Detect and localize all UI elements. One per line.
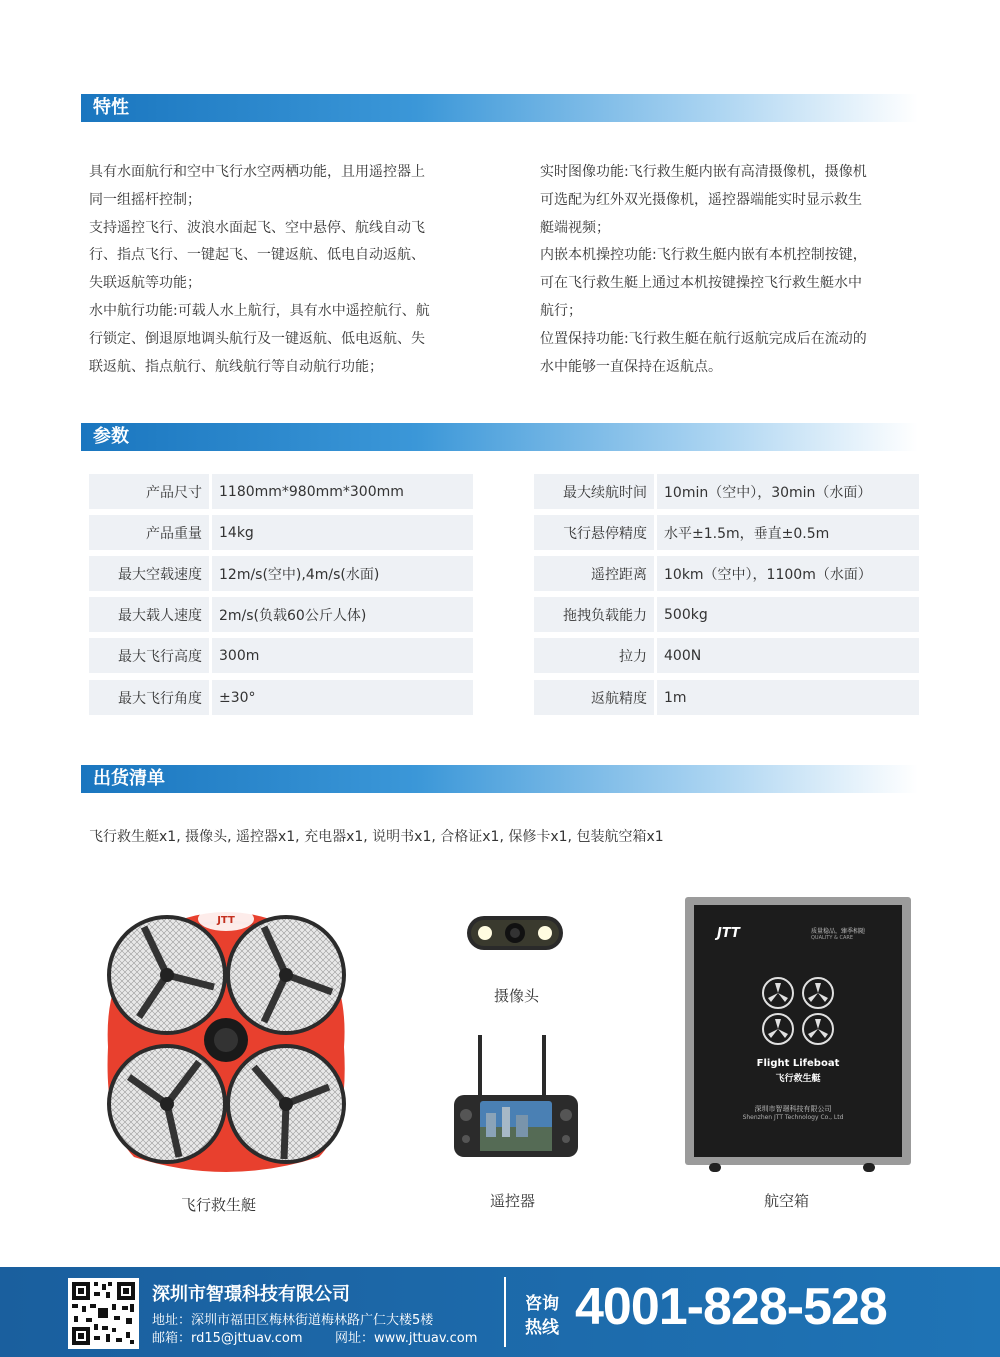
hotline-label-2: 热线 — [525, 1318, 559, 1338]
params-header — [81, 423, 918, 451]
shipping-title: 出货清单 — [93, 768, 165, 789]
feature-line: 水中能够一直保持在返航点。 — [540, 358, 722, 375]
case-drone-icon — [758, 975, 838, 1047]
param-row — [534, 515, 919, 550]
param-label: 拉力 — [534, 638, 654, 673]
param-label: 返航精度 — [534, 680, 654, 715]
param-value: 500kg — [657, 597, 919, 632]
param-value: ±30° — [212, 680, 473, 715]
feature-line: 航行； — [540, 302, 582, 319]
feature-line: 可在飞行救生艇上通过本机按键操控飞行救生艇水中 — [540, 275, 862, 292]
case-title-en: Flight Lifeboat — [756, 1058, 840, 1069]
case-title-cn: 飞行救生艇 — [775, 1074, 821, 1084]
param-label: 最大飞行高度 — [89, 638, 209, 673]
features-left-column — [89, 159, 430, 381]
lifeboat-image — [104, 897, 349, 1177]
hotline-label-1: 咨询 — [525, 1294, 559, 1314]
feature-line: 内嵌本机操控功能:飞行救生艇内嵌有本机控制按键， — [540, 247, 867, 264]
flight-case-image — [685, 897, 911, 1172]
feature-line: 艇端视频； — [540, 219, 610, 236]
shipping-header — [81, 765, 918, 793]
param-row — [89, 597, 473, 632]
footer-website[interactable]: 网址：www.jttuav.com — [335, 1331, 478, 1346]
qr-code-icon[interactable] — [68, 1278, 139, 1349]
param-value: 300m — [212, 638, 473, 673]
case-company-en: Shenzhen JTT Technology Co., Ltd — [742, 1114, 844, 1121]
remote-image — [452, 1035, 580, 1159]
hotline-number[interactable]: 4001-828-528 — [575, 1278, 887, 1336]
param-label: 飞行悬停精度 — [534, 515, 654, 550]
param-row — [89, 515, 473, 550]
remote-caption: 遥控器 — [490, 1192, 536, 1210]
param-value: 10min（空中），30min（水面） — [657, 474, 919, 509]
param-row — [89, 474, 473, 509]
param-label: 拖拽负载能力 — [534, 597, 654, 632]
param-row — [534, 638, 919, 673]
param-value: 1180mm*980mm*300mm — [212, 474, 473, 509]
boat-logo: JTT — [217, 915, 235, 926]
param-value: 10km（空中），1100m（水面） — [657, 556, 919, 591]
features-title: 特性 — [93, 97, 129, 118]
case-slogan-en: QUALITY & CARE — [811, 935, 854, 941]
case-wheel — [863, 1163, 875, 1172]
case-wheel — [709, 1163, 721, 1172]
case-company-cn: 深圳市智璟科技有限公司 — [754, 1105, 832, 1113]
feature-line: 实时图像功能:飞行救生艇内嵌有高清摄像机，摄像机 — [540, 164, 867, 180]
param-value: 14kg — [212, 515, 473, 550]
shipping-list: 飞行救生艇x1, 摄像头, 遥控器x1, 充电器x1, 说明书x1, 合格证x1, 保修卡x1, 包装航空箱x1 — [89, 829, 664, 845]
footer-company: 深圳市智璟科技有限公司 — [152, 1284, 350, 1305]
feature-line: 联返航、指点航行、航线航行等自动航行功能； — [89, 358, 383, 375]
param-value: 1m — [657, 680, 919, 715]
param-row — [89, 556, 473, 591]
param-value: 2m/s(负载60公斤人体) — [212, 597, 473, 632]
param-label: 最大空载速度 — [89, 556, 209, 591]
feature-line: 支持遥控飞行、波浪水面起飞、空中悬停、航线自动飞 — [89, 219, 425, 236]
case-caption: 航空箱 — [764, 1192, 810, 1210]
param-value: 水平±1.5m，垂直±0.5m — [657, 515, 919, 550]
feature-line: 失联返航等功能； — [89, 275, 201, 292]
feature-line: 同一组摇杆控制； — [89, 191, 201, 208]
param-row — [534, 556, 919, 591]
camera-image — [465, 912, 565, 954]
footer-address: 地址：深圳市福田区梅林街道梅林路广仁大楼5楼 — [152, 1313, 434, 1328]
footer-email[interactable]: 邮箱：rd15@jttuav.com — [152, 1331, 303, 1346]
feature-line: 行锁定、倒退原地调头航行及一键返航、低电返航、失 — [89, 330, 425, 347]
lifeboat-caption: 飞行救生艇 — [181, 1196, 257, 1214]
param-label: 产品尺寸 — [89, 474, 209, 509]
feature-line: 行、指点飞行、一键起飞、一键返航、低电自动返航、 — [89, 247, 425, 264]
footer — [0, 1267, 1000, 1357]
param-row — [534, 680, 919, 715]
param-label: 最大续航时间 — [534, 474, 654, 509]
feature-line: 水中航行功能:可载人水上航行，具有水中遥控航行、航 — [89, 302, 430, 319]
param-row — [534, 597, 919, 632]
param-value: 400N — [657, 638, 919, 673]
feature-line: 可选配为红外双光摄像机，遥控器端能实时显示救生 — [540, 191, 862, 208]
features-header — [81, 94, 918, 122]
camera-caption: 摄像头 — [494, 987, 540, 1005]
param-label: 最大载人速度 — [89, 597, 209, 632]
features-right-column — [540, 159, 867, 381]
feature-line: 位置保持功能:飞行救生艇在航行返航完成后在流动的 — [540, 330, 867, 347]
case-logo: JTT — [717, 926, 740, 941]
param-label: 最大飞行角度 — [89, 680, 209, 715]
param-row — [89, 680, 473, 715]
param-row — [89, 638, 473, 673]
param-row — [534, 474, 919, 509]
footer-divider — [504, 1277, 506, 1347]
param-label: 产品重量 — [89, 515, 209, 550]
feature-line: 具有水面航行和空中飞行水空两栖功能，且用遥控器上 — [89, 164, 425, 180]
param-label: 遥控距离 — [534, 556, 654, 591]
params-title: 参数 — [93, 426, 129, 447]
case-slogan: 质量稳品，臻季相随 — [811, 928, 866, 935]
param-value: 12m/s(空中),4m/s(水面) — [212, 556, 473, 591]
